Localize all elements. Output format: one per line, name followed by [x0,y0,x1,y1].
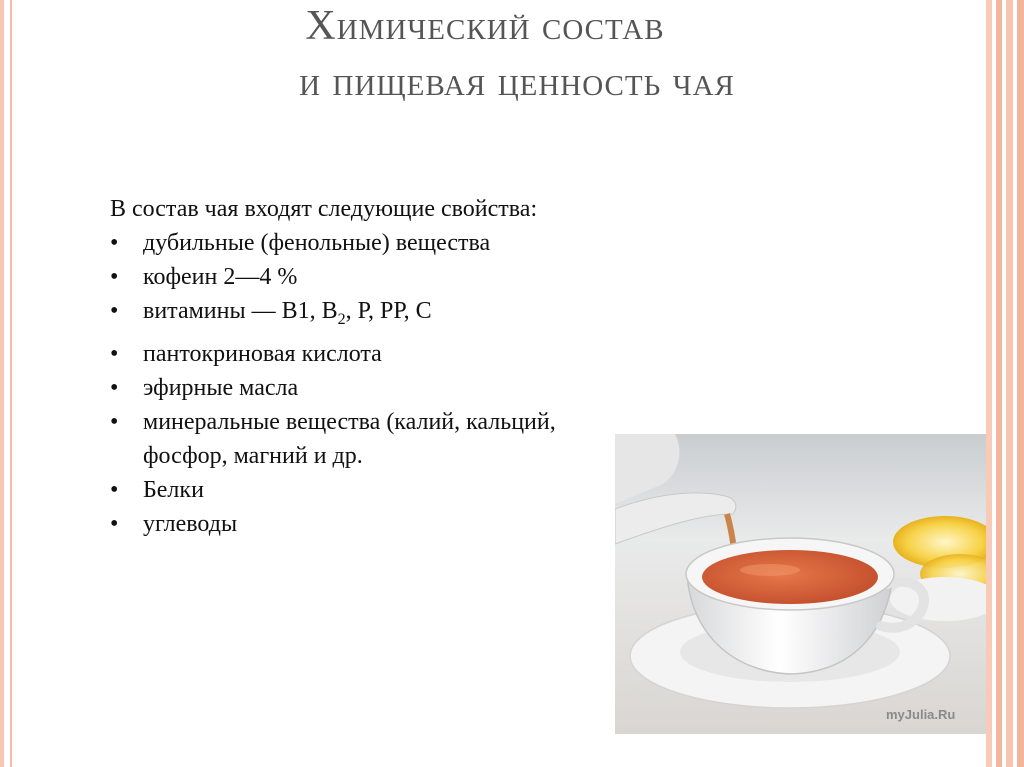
list-item [110,473,670,507]
list-item [110,337,670,371]
list-item-text: углеводы [143,510,238,537]
slide-body [110,192,670,541]
bullet-icon: • [110,476,119,503]
tea-cup-illustration [615,434,986,734]
list-item-text: Белки [143,476,204,503]
list-item-text: эфирные масла [143,374,299,401]
list-item [110,371,670,405]
tea-surface-icon [702,550,878,604]
left-decorative-stripe [0,0,4,767]
bullet-icon: • [110,408,119,435]
list-item [110,294,670,337]
list-item [110,226,670,260]
list-item-text: дубильные (фенольные) вещества [143,230,491,256]
list-item-text-cont: , Р, РР, С [345,298,432,324]
bullet-icon: • [110,510,119,537]
intro-text: В состав чая входят следующие свойства: [110,196,538,222]
bullet-icon: • [110,340,119,367]
bullet-icon: • [110,230,119,256]
list-item [110,507,670,541]
composition-list [110,226,670,541]
subscript-text: 2 [337,310,346,328]
list-item-text: витамины — В1, В [143,298,338,324]
bullet-icon: • [110,298,119,324]
right-decorative-stripe [996,0,1002,767]
bullet-icon: • [110,374,119,401]
list-item-text: кофеин 2—4 % [143,264,298,290]
slide-title-line-2: и пищевая ценность чая [299,59,735,105]
right-decorative-stripe [986,0,992,767]
tea-reflection-icon [740,564,800,576]
list-item-text: пантокриновая кислота [143,340,382,367]
bullet-icon: • [110,264,119,290]
photo-watermark: myJulia.Ru [886,707,956,722]
tea-cup-photo [615,434,986,734]
list-item-text: минеральные вещества (калий, кальций, фосфор, магний и др. [143,408,556,469]
slide-title-line-1: Химический состав [305,3,665,49]
right-decorative-stripe [1006,0,1013,767]
right-decorative-stripe [1017,0,1024,767]
left-decorative-stripe-thin [10,0,12,767]
list-item [110,260,670,294]
list-item [110,405,643,473]
